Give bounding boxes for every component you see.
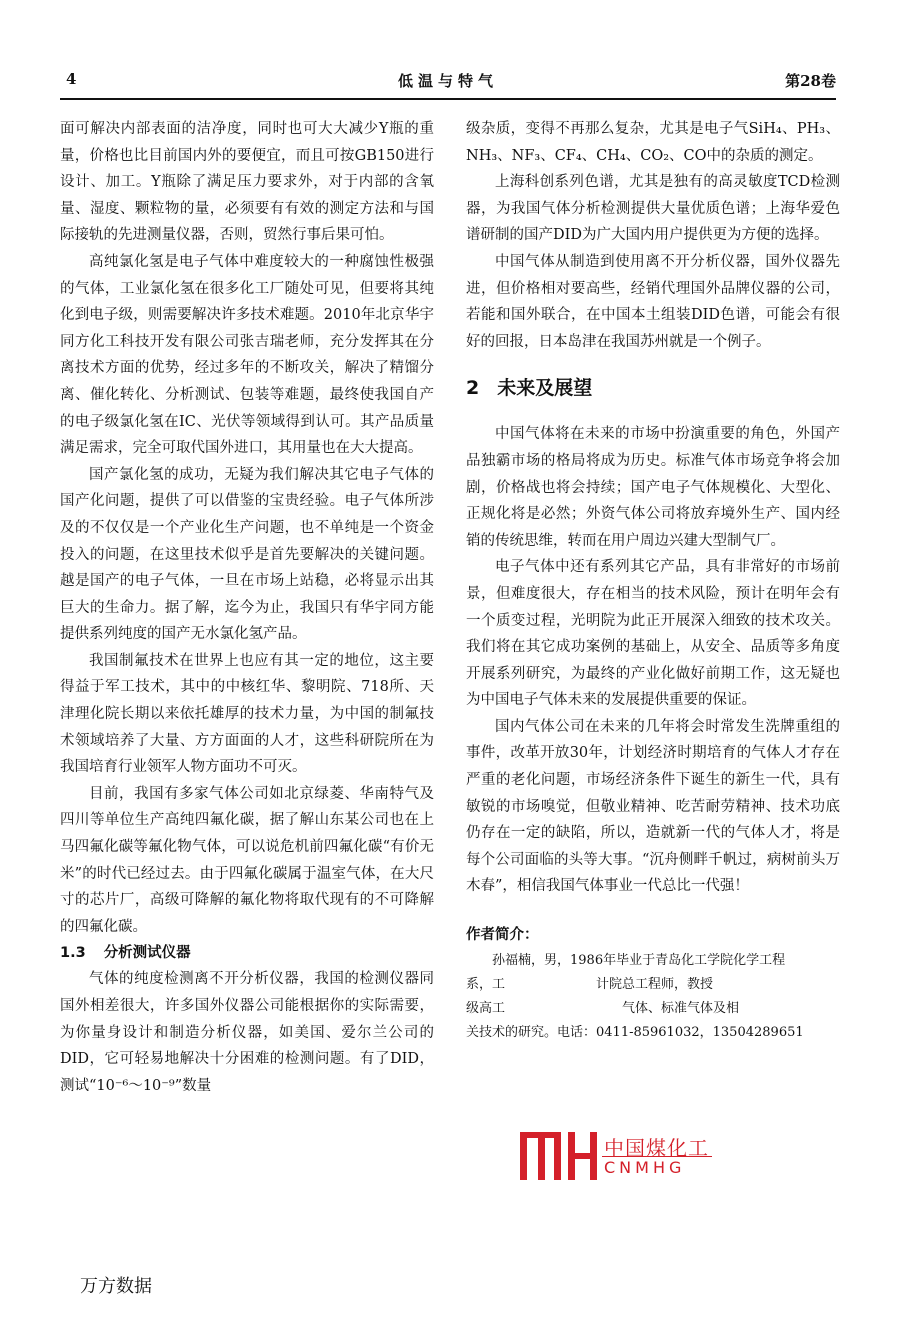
footer-source: 万方数据 (80, 1276, 152, 1297)
author-line: 孙福楠，男，1986年毕业于青岛化工学院化学工程 (492, 952, 786, 968)
paragraph: 中国气体从制造到使用离不开分析仪器，国外仪器先进，但价格相对要高些，经销代理国外品牌仪器的公司，若能和国外联合，在中国本土组装DID色谱，可能会有很好的回报，日本岛津在我国苏州就是一个例子。 (466, 253, 840, 350)
logo-mark-icon (518, 1128, 602, 1184)
section-number: 1.3 (60, 945, 86, 962)
paragraph: 我国制氟技术在世界上也应有其一定的地位，这主要得益于军工技术，其中的中核红华、黎明院、718所、天津理化院长期以来依托雄厚的技术力量，为中国的制氟技术领域培养了大量、方方面面的人才，这些科研院所在为我国培育行业领军人物方面功不可灭。 (60, 652, 434, 776)
author-line: 级高工 气体、标准气体及相 (466, 1000, 740, 1016)
left-column (60, 116, 434, 1099)
right-column (466, 116, 840, 1045)
section-heading-2 (466, 373, 840, 403)
watermark-logo (518, 1128, 718, 1184)
volume-label: 第28卷 (785, 72, 836, 90)
paragraph: 级杂质，变得不再那么复杂，尤其是电子气SiH₄、PH₃、NH₃、NF₃、CF₄、CH₄、CO₂、CO中的杂质的测定。 (466, 121, 840, 164)
logo-name-cn: 中国煤化工 (604, 1136, 709, 1160)
paragraph: 上海科创系列色谱，尤其是独有的高灵敏度TCD检测器，为我国气体分析检测提供大量优质色谱；上海华爱色谱研制的国产DID为广大国内用户提供更为方便的选择。 (466, 174, 840, 244)
paragraph: 面可解决内部表面的洁净度，同时也可大大减少Y瓶的重量，价格也比目前国内外的要便宜，而且可按GB150进行设计、加工。Y瓶除了满足压力要求外，对于内部的含氧量、湿度、颗粒物的量，必须要有有效的测定方法和与国际接轨的先进测量仪器，否则，贸然行事后果可怕。 (60, 121, 434, 244)
paragraph: 国产氯化氢的成功，无疑为我们解决其它电子气体的国产化问题，提供了可以借鉴的宝贵经验。电子气体所涉及的不仅仅是一个产业化生产问题，也不单纯是一个资金投入的问题，在这里技术似乎是首先要解决的关键问题。越是国产的电子气体，一旦在市场上站稳，必将显示出其巨大的生命力。据了解，迄今为止，我国只有华宇同方能提供系列纯度的国产无水氯化氢产品。 (60, 466, 434, 643)
section-heading-1-3 (60, 940, 434, 966)
paragraph: 气体的纯度检测离不开分析仪器，我国的检测仪器同国外相差很大，许多国外仪器公司能根据你的实际需要，为你量身设计和制造分析仪器，如美国、爱尔兰公司的DID，它可轻易地解决十分困难的检测问题。有了DID，测试“10⁻⁶～10⁻⁹”数量 (60, 971, 434, 1094)
section-title: 未来及展望 (497, 377, 593, 400)
page-number: 4 (66, 70, 77, 88)
section-title: 分析测试仪器 (103, 945, 191, 962)
paragraph: 中国气体将在未来的市场中扮演重要的角色，外国产品独霸市场的格局将成为历史。标准气体市场竞争将会加剧，价格战也将会持续；国产电子气体规模化、大型化、正规化将是必然；外资气体公司将放弃境外生产、国内经销的传统思维，转而在用户周边兴建大型制气厂。 (466, 426, 840, 549)
header-rule (60, 98, 836, 100)
author-line: 关技术的研究。电话：0411-85961032，13504289651 (466, 1024, 804, 1040)
paragraph: 高纯氯化氢是电子气体中难度较大的一种腐蚀性极强的气体，工业氯化氢在很多化工厂随处可见，但要将其纯化到电子级，则需要解决许多技术难题。2010年北京华宇同方化工科技开发有限公司张吉瑞老师，充分发挥其在分离技术方面的优势，经过多年的不断攻关，解决了精馏分离、催化转化、分析测试、包装等难题，最终使我国自产的电子级氯化氢在IC、光伏等领域得到认可。其产品质量满足需求，完全可取代国外进口，其用量也在大大提高。 (60, 253, 434, 457)
journal-title: 低温与特气 (397, 72, 498, 90)
paragraph: 目前，我国有多家气体公司如北京绿菱、华南特气及四川等单位生产高纯四氟化碳，据了解山东某公司也在上马四氟化碳等氟化物气体，可以说危机前四氟化碳“有价无米”的时代已经过去。由于四氟化碳属于温室气体，在大尺寸的芯片厂，高级可降解的氟化物将取代现有的不可降解的四氟化碳。 (60, 785, 434, 935)
author-bio (466, 949, 840, 1045)
paragraph: 国内气体公司在未来的几年将会时常发生洗牌重组的事件，改革开放30年，计划经济时期培育的气体人才存在严重的老化问题，市场经济条件下诞生的新生一代，具有敏锐的市场嗅觉，但敬业精神、吃苦耐劳精神、技术功底仍存在一定的缺陷，所以，造就新一代的气体人才，将是每个公司面临的头等大事。“沉舟侧畔千帆过，病树前头万木春”，相信我国气体事业一代总比一代强！ (466, 718, 840, 895)
running-header (60, 70, 836, 92)
author-heading: 作者简介： (466, 927, 539, 944)
paragraph: 电子气体中还有系列其它产品，具有非常好的市场前景，但难度很大，存在相当的技术风险，预计在明年会有一个质变过程，光明院为此正开展深入细致的技术攻关。我们将在其它成功案例的基础上，从安全、品质等多角度开展系列研究，为最终的产业化做好前期工作，这无疑也为中国电子气体未来的发展提供重要的保证。 (466, 559, 840, 709)
logo-name-en: CNMHG (604, 1158, 686, 1177)
author-line: 系，工 计院总工程师，教授 (466, 976, 714, 992)
section-number: 2 (466, 377, 480, 400)
